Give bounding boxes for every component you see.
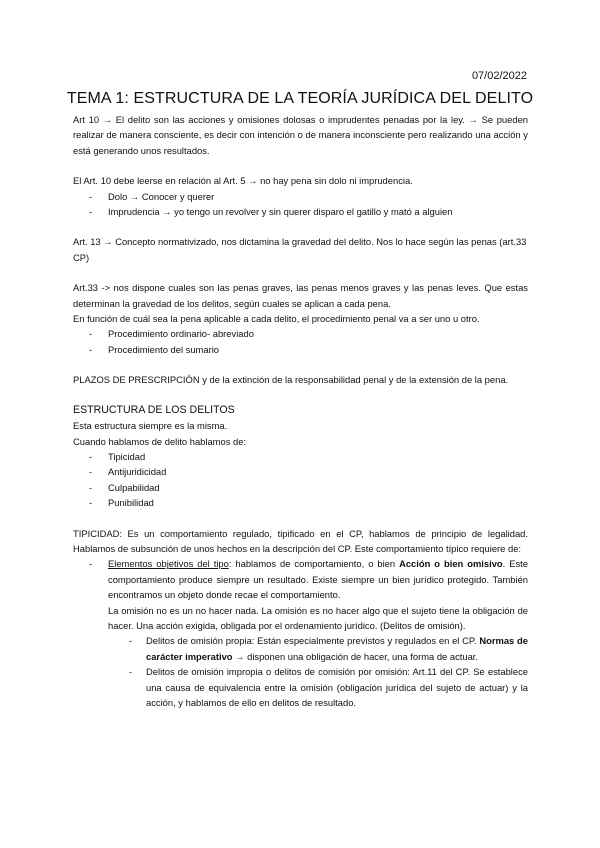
- list-item: - Elementos objetivos del tipo: hablamos de comportamiento, o bien Acción o bien omisivo. Este comportamiento produce siempre un resultado. Existe siempre un bien jurídico protegido. También encontramos un objeto donde recae el comportamiento. La omisión no es un no hacer nada. La omisión es no hacer algo que el sujeto tiene la obligación de hacer. Una acción exigida, obligada por el ordenamiento jurídico. (Delitos de omisión).: [73, 556, 528, 633]
- art13-paragraph: Art. 13 → Concepto normativizado, nos dictamina la gravedad del delito. Nos lo hace según las penas (art.33 CP): [73, 236, 527, 263]
- list-item: - Punibilidad: [73, 495, 528, 510]
- list-item: - Procedimiento del sumario: [73, 342, 528, 357]
- omision-paragraph: La omisión no es un no hacer nada. La omisión es no hacer algo que el sujeto tiene la obligación de hacer. Una acción exigida, obligada por el ordenamiento jurídico. (Delitos de omisión).: [108, 604, 528, 631]
- list-item: - Imprudencia → yo tengo un revolver y sin querer disparo el gatillo y mató a alguien: [73, 204, 528, 219]
- list-item: - Antijuridicidad: [73, 464, 528, 479]
- estructura-paragraph-2: Cuando hablamos de delito hablamos de:: [73, 435, 247, 447]
- elementos-objetivos-label: Elementos objetivos del tipo: [108, 558, 229, 570]
- procedure-list: [73, 326, 528, 357]
- section-heading: ESTRUCTURA DE LOS DELITOS: [73, 403, 235, 416]
- list-item: - Culpabilidad: [73, 480, 528, 495]
- plazos-paragraph: PLAZOS DE PRESCRIPCIÓN y de la extinción de la responsabilidad penal y de la extensión de la pena.: [73, 374, 509, 386]
- art10-relation-paragraph: El Art. 10 debe leerse en relación al Art. 5 → no hay pena sin dolo ni imprudencia.: [73, 175, 413, 187]
- estructura-list: [73, 449, 528, 511]
- document-body: [73, 112, 528, 710]
- list-item: - Delitos de omisión impropia o delitos de comisión por omisión: Art.11 del CP. Se establece una causa de equivalencia entre la omisión (obligación jurídica del sujeto de actuar) y la acción, y hablamos de ello en delitos de resultado.: [109, 664, 528, 710]
- document-date: 07/02/2022: [471, 70, 527, 82]
- list-item: - Procedimiento ordinario- abreviado: [73, 326, 528, 341]
- list-item: - Tipicidad: [73, 449, 528, 464]
- art10-paragraph: Art 10 → El delito son las acciones y omisiones dolosas o imprudentes penadas por la ley. → Se pueden realizar de manera consciente, es decir con intención o de manera inconsciente pero realizando una acción y está generando unos resultados.: [73, 114, 528, 156]
- estructura-paragraph-1: Esta estructura siempre es la misma.: [73, 420, 228, 432]
- art33-paragraph: Art.33 -> nos dispone cuales son las penas graves, las penas menos graves y las penas leves. Que estas determinan la gravedad de los delitos, según cuales se aplican a cada pena.: [73, 282, 528, 309]
- tipicidad-list: [73, 556, 528, 633]
- art10-list: [73, 189, 528, 220]
- omision-list: [109, 633, 528, 710]
- tipicidad-paragraph: TIPICIDAD: Es un comportamiento regulado, tipificado en el CP, hablamos de principio de legalidad. Hablamos de subsunción de unos hechos en la descripción del CP. Este comportamiento típico requiere de:: [73, 527, 528, 554]
- list-item: - Dolo → Conocer y querer: [73, 189, 528, 204]
- list-item: - Delitos de omisión propia: Están especialmente previstos y regulados en el CP. Normas de carácter imperativo → disponen una obligación de hacer, una forma de actuar.: [109, 633, 528, 664]
- art33-procedure-paragraph: En función de cuál sea la pena aplicable a cada delito, el procedimiento penal va a ser uno u otro.: [73, 313, 480, 325]
- page-title: TEMA 1: ESTRUCTURA DE LA TEORÍA JURÍDICA DEL DELITO: [66, 90, 534, 107]
